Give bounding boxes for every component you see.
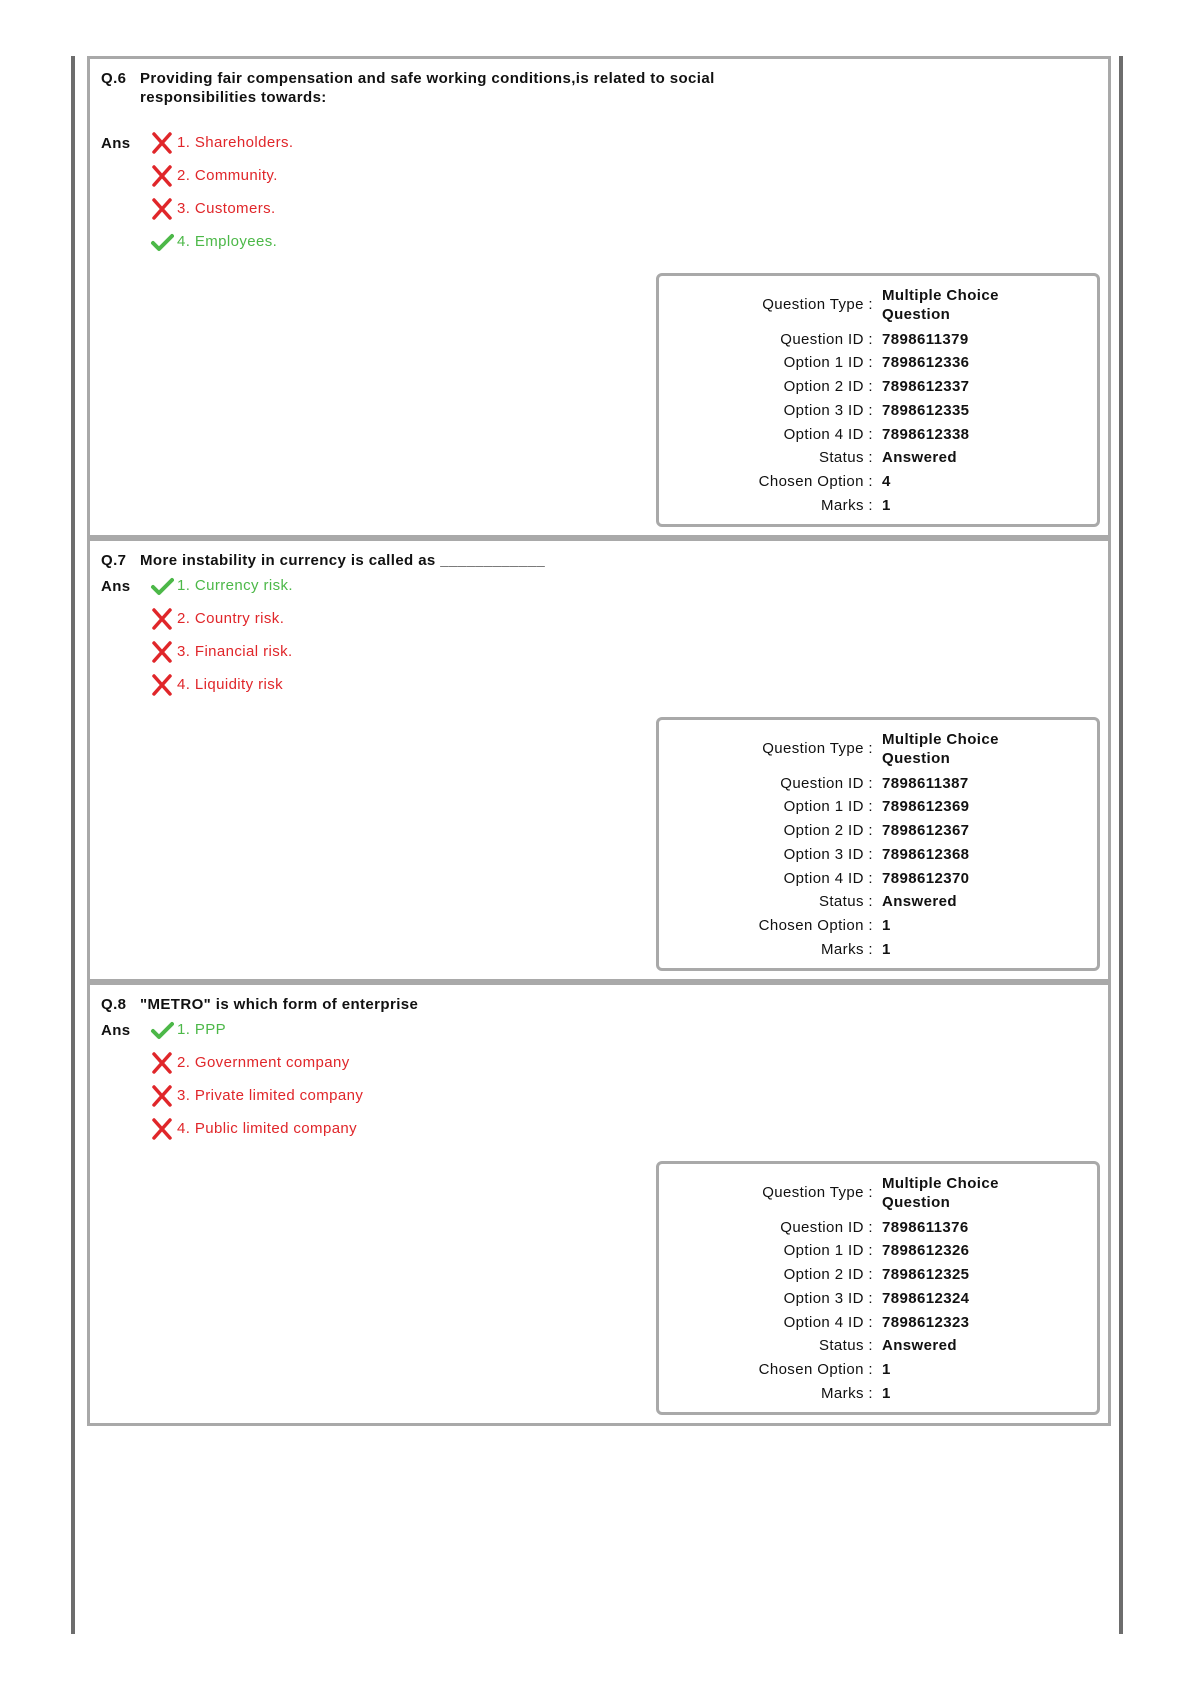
question-text: More instability in currency is called as ____________ xyxy=(140,552,546,569)
cross-icon xyxy=(150,164,174,188)
option-label: 4. Public limited company xyxy=(177,1120,358,1137)
option-label: 4. Employees. xyxy=(177,233,278,250)
meta-question-type: Question Type : Multiple Choice Question xyxy=(762,731,999,767)
option-3 xyxy=(150,197,276,221)
option-label: 2. Government company xyxy=(177,1054,350,1071)
option-label: 4. Liquidity risk xyxy=(177,676,284,693)
question-number: Q.8 xyxy=(101,996,127,1013)
question-meta-panel: Question Type : Multiple Choice Question Question ID : 7898611387 Option 1 ID : 7898612369 Option 2 ID : 7898612367 Option 3 ID : 7898612368 Option 4 ID : 7898612370 Status : Answered Chosen Option : 1 Marks : 1 xyxy=(656,717,1100,971)
option-2 xyxy=(150,1051,350,1075)
option-2 xyxy=(150,164,278,188)
option-1 xyxy=(150,131,293,155)
page-right-rule xyxy=(1119,56,1123,1634)
cross-icon xyxy=(150,131,174,155)
cross-icon xyxy=(150,640,174,664)
option-label: 2. Country risk. xyxy=(177,610,285,627)
question-block-q7 xyxy=(87,538,1111,982)
check-icon xyxy=(150,1018,174,1042)
cross-icon xyxy=(150,673,174,697)
answer-label: Ans xyxy=(101,578,131,595)
check-icon xyxy=(150,230,174,254)
cross-icon xyxy=(150,1084,174,1108)
check-icon xyxy=(150,574,174,598)
option-label: 3. Financial risk. xyxy=(177,643,293,660)
option-4 xyxy=(150,230,277,254)
option-1 xyxy=(150,1018,226,1042)
option-label: 1. Currency risk. xyxy=(177,577,293,594)
option-label: 1. PPP xyxy=(177,1021,227,1038)
option-2 xyxy=(150,607,284,631)
option-3 xyxy=(150,640,293,664)
meta-question-type: Question Type : Multiple Choice Question xyxy=(762,287,999,323)
option-label: 1. Shareholders. xyxy=(177,134,294,151)
question-text: "METRO" is which form of enterprise xyxy=(140,996,419,1013)
option-3 xyxy=(150,1084,363,1108)
cross-icon xyxy=(150,1051,174,1075)
question-text: Providing fair compensation and safe working conditions,is related to social responsibilities towards: xyxy=(140,70,715,106)
question-number: Q.7 xyxy=(101,552,127,569)
cross-icon xyxy=(150,607,174,631)
option-4 xyxy=(150,673,283,697)
meta-question-type: Question Type : Multiple Choice Question xyxy=(762,1175,999,1211)
answer-label: Ans xyxy=(101,1022,131,1039)
question-block-q6 xyxy=(87,56,1111,538)
option-label: 2. Community. xyxy=(177,167,278,184)
option-label: 3. Customers. xyxy=(177,200,276,217)
cross-icon xyxy=(150,1117,174,1141)
cross-icon xyxy=(150,197,174,221)
answer-label: Ans xyxy=(101,135,131,152)
question-number: Q.6 xyxy=(101,70,127,87)
option-4 xyxy=(150,1117,357,1141)
question-meta-panel: Question Type : Multiple Choice Question Question ID : 7898611376 Option 1 ID : 7898612326 Option 2 ID : 7898612325 Option 3 ID : 7898612324 Option 4 ID : 7898612323 Status : Answered Chosen Option : 1 Marks : 1 xyxy=(656,1161,1100,1415)
option-label: 3. Private limited company xyxy=(177,1087,364,1104)
page-left-rule xyxy=(71,56,75,1634)
question-meta-panel: Question Type : Multiple Choice Question Question ID : 7898611379 Option 1 ID : 7898612336 Option 2 ID : 7898612337 Option 3 ID : 7898612335 Option 4 ID : 7898612338 Status : Answered Chosen Option : 4 Marks : 1 xyxy=(656,273,1100,527)
option-1 xyxy=(150,574,293,598)
question-block-q8 xyxy=(87,982,1111,1426)
